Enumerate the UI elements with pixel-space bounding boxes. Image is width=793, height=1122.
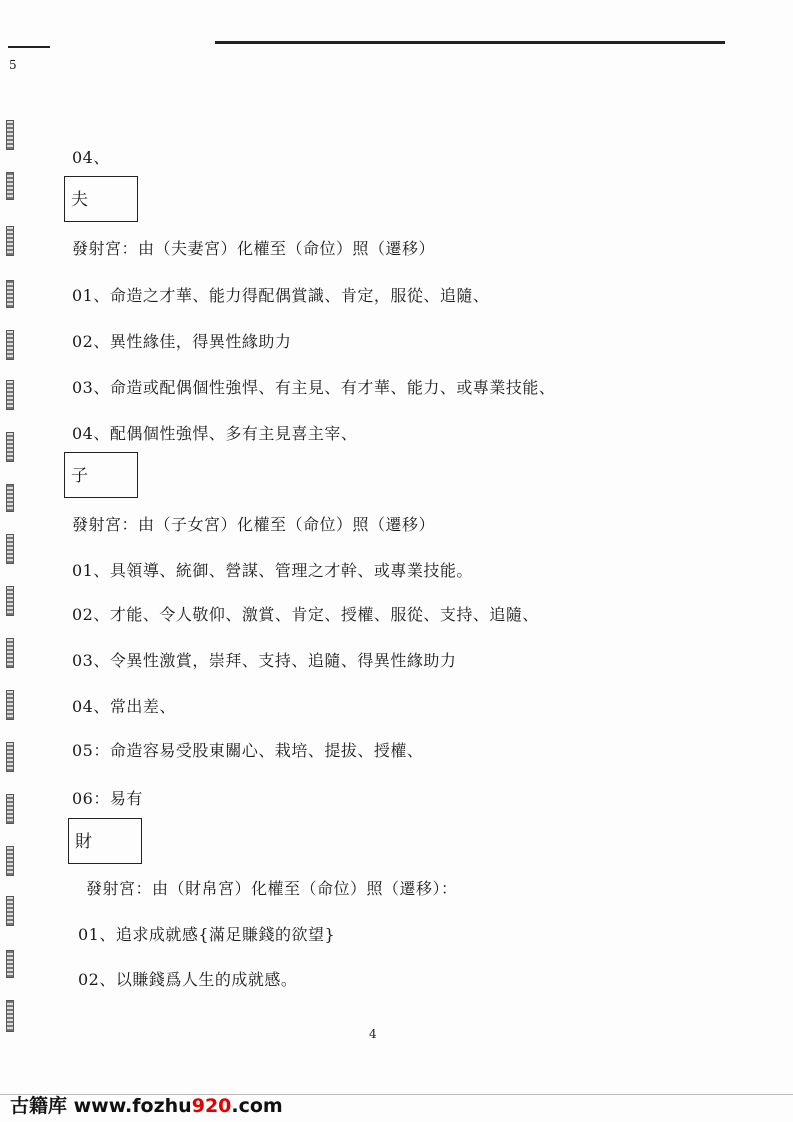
binder-mark	[6, 586, 14, 616]
binder-mark	[6, 742, 14, 772]
section-box-cai: 財	[68, 818, 142, 864]
binder-mark	[6, 896, 14, 926]
binder-mark	[6, 330, 14, 360]
binder-mark	[6, 950, 14, 978]
section-box-zi: 子	[64, 452, 138, 498]
binder-mark	[6, 226, 14, 256]
list-item: 04、配偶個性強悍、多有主見喜主宰、	[72, 424, 358, 443]
binder-mark	[6, 432, 14, 462]
page-number: 4	[369, 1027, 377, 1041]
binder-mark	[6, 280, 14, 308]
binder-mark	[6, 534, 14, 564]
binder-mark	[6, 1000, 14, 1032]
list-item: 05：命造容易受股東關心、栽培、提拔、授權、	[72, 741, 424, 760]
header-rule-left	[8, 46, 50, 48]
list-item: 06：易有	[72, 789, 143, 808]
binder-mark	[6, 690, 14, 720]
list-item: 04、常出差、	[72, 697, 176, 716]
item-number: 04、	[72, 148, 110, 167]
list-item: 03、令異性激賞，崇拜、支持、追隨、得異性緣助力	[72, 651, 457, 670]
header-rule-right	[215, 41, 725, 44]
binder-mark	[6, 638, 14, 668]
corner-number: 5	[9, 58, 17, 72]
list-item: 02、以賺錢爲人生的成就感。	[78, 970, 298, 989]
binder-mark	[6, 120, 14, 150]
list-item: 03、命造或配偶個性強悍、有主見、有才華、能力、或專業技能、	[72, 378, 556, 397]
list-item: 02、才能、令人敬仰、激賞、肯定、授權、服從、支持、追隨、	[72, 605, 539, 624]
binder-mark	[6, 846, 14, 876]
list-item: 02、異性緣佳，得異性緣助力	[72, 332, 292, 351]
section-heading: 發射宮：由（夫妻宮）化權至（命位）照（遷移）	[72, 239, 436, 258]
binder-mark	[6, 484, 14, 512]
binder-mark	[6, 380, 14, 410]
section-heading: 發射宮：由（子女宮）化權至（命位）照（遷移）	[72, 515, 436, 534]
section-heading: 發射宮：由（財帛宮）化權至（命位）照（遷移）：	[86, 879, 458, 898]
binder-mark	[6, 172, 14, 200]
footer-text: 古籍库 www.fozhu	[10, 1095, 192, 1117]
list-item: 01、追求成就感{滿足賺錢的欲望}	[78, 925, 336, 944]
list-item: 01、具領導、統御、營謀、管理之才幹、或專業技能。	[72, 561, 473, 580]
footer-text-suffix: .com	[231, 1095, 283, 1117]
section-box-fu: 夫	[64, 176, 138, 222]
footer-watermark[interactable]	[10, 1091, 283, 1118]
footer-accent-text: 920	[191, 1095, 232, 1117]
list-item: 01、命造之才華、能力得配偶賞識、肯定，服從、追隨、	[72, 286, 490, 305]
binder-mark	[6, 794, 14, 824]
